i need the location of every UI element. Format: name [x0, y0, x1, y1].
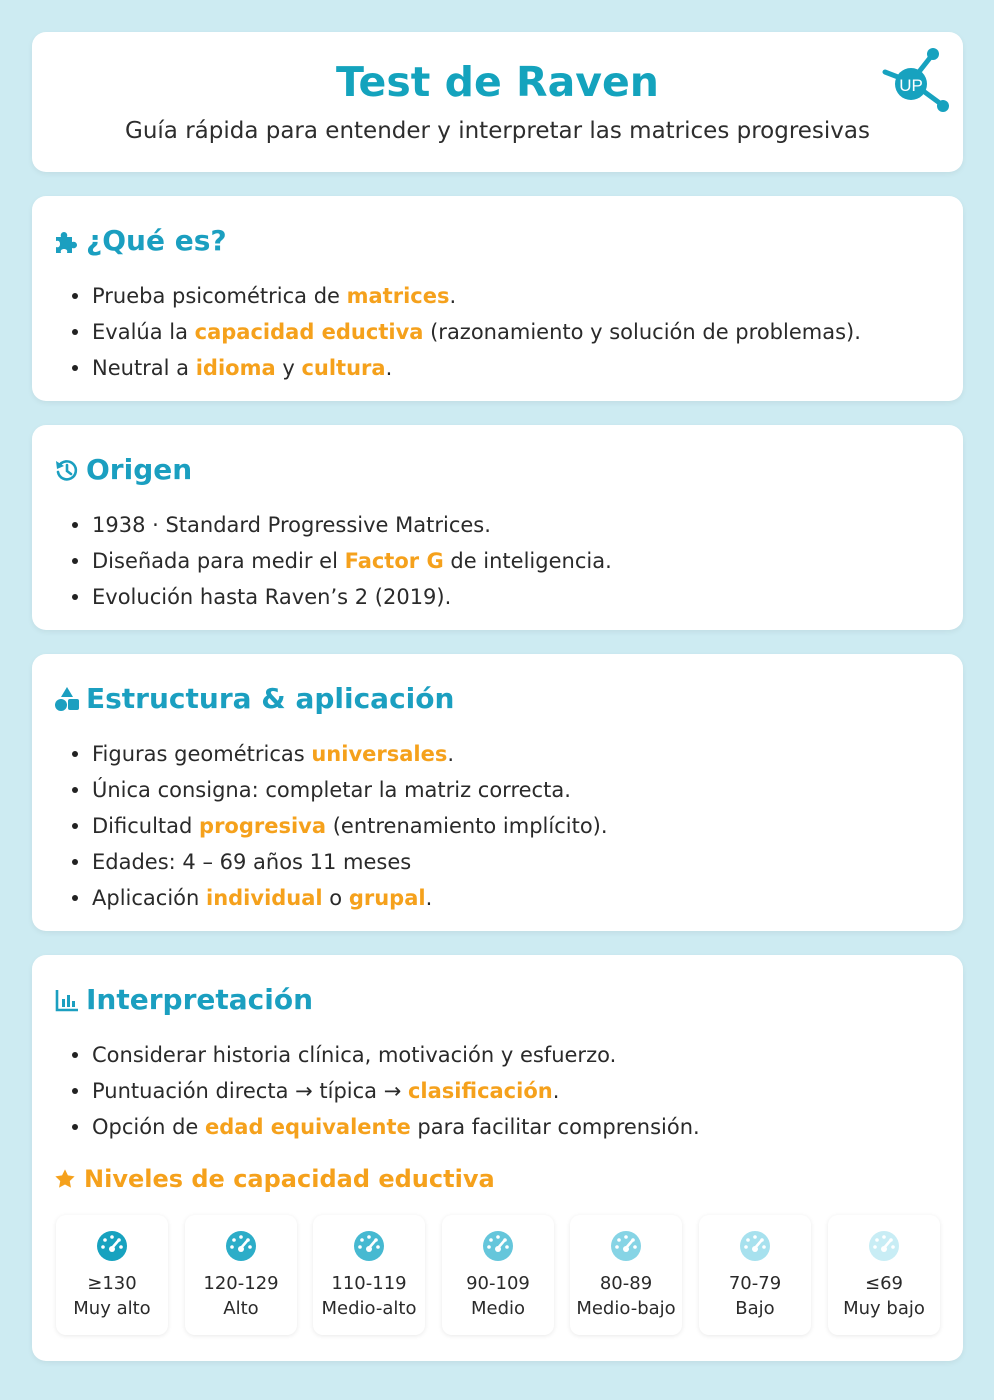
list-item [92, 880, 608, 916]
level-card [699, 1215, 811, 1335]
gauge-icon [97, 1231, 127, 1261]
logo-text: UP [899, 76, 923, 95]
level-range: 90-109 [466, 1273, 530, 1294]
highlight-text: Factor G [344, 549, 444, 573]
logo-icon [881, 40, 955, 114]
level-card [56, 1215, 168, 1335]
gauge-icon [611, 1231, 641, 1261]
highlight-text: edad equivalente [205, 1115, 411, 1139]
level-range: ≥130 [87, 1273, 137, 1294]
text-segment: y [275, 356, 302, 380]
text-segment: . [385, 356, 393, 380]
gauge-icon [483, 1231, 513, 1261]
highlight-text: progresiva [199, 814, 327, 838]
list-item [92, 1037, 700, 1073]
level-name: Muy alto [73, 1298, 151, 1319]
bullet-list [92, 278, 861, 386]
highlight-text: clasificación [407, 1079, 553, 1103]
levels-title [54, 1165, 495, 1193]
gauge-icon [740, 1231, 770, 1261]
list-item [92, 579, 612, 615]
list-item [92, 507, 612, 543]
section-interpretacion [32, 955, 963, 1361]
section-title-text: Origen [86, 453, 193, 486]
level-name: Alto [223, 1298, 259, 1319]
text-segment: Evolución hasta Raven’s 2 (2019). [92, 585, 452, 609]
text-segment: Prueba psicométrica de [92, 284, 347, 308]
highlight-text: cultura [301, 356, 386, 380]
level-name: Bajo [735, 1298, 775, 1319]
section-title-estructura [54, 682, 454, 715]
text-segment: Dificultad [92, 814, 200, 838]
text-segment: . [425, 886, 433, 910]
list-item [92, 1073, 700, 1109]
section-title-interpretacion [54, 983, 313, 1016]
list-item [92, 1109, 700, 1145]
text-segment: Opción de [92, 1115, 205, 1139]
highlight-text: idioma [195, 356, 276, 380]
text-segment: de inteligencia. [443, 549, 612, 573]
level-card [828, 1215, 940, 1335]
text-segment: Puntuación directa → típica → [92, 1079, 408, 1103]
list-item [92, 736, 608, 772]
level-card [442, 1215, 554, 1335]
text-segment: . [552, 1079, 560, 1103]
text-segment: Única consigna: completar la matriz correcta. [92, 778, 571, 802]
list-item [92, 543, 612, 579]
list-item [92, 314, 861, 350]
level-name: Medio [470, 1298, 526, 1319]
text-segment: . [447, 742, 455, 766]
text-segment: . [449, 284, 457, 308]
section-que-es [32, 196, 963, 401]
page-subtitle: Guía rápida para entender y interpretar las matrices progresivas [125, 118, 870, 144]
highlight-text: capacidad eductiva [194, 320, 424, 344]
text-segment: o [322, 886, 349, 910]
text-segment: Diseñada para medir el [92, 549, 345, 573]
list-item [92, 808, 608, 844]
levels-title-text: Niveles de capacidad eductiva [84, 1165, 495, 1193]
header-card [32, 32, 963, 172]
levels-row [56, 1215, 940, 1335]
level-card [185, 1215, 297, 1335]
section-estructura [32, 654, 963, 931]
gauge-icon [226, 1231, 256, 1261]
shapes-icon [54, 686, 80, 712]
section-title-text: Interpretación [86, 983, 314, 1016]
text-segment: Considerar historia clínica, motivación y esfuerzo. [92, 1043, 617, 1067]
text-segment: Aplicación [92, 886, 206, 910]
text-segment: Neutral a [92, 356, 196, 380]
history-icon [54, 457, 80, 483]
section-origen [32, 425, 963, 630]
text-segment: (entrenamiento implícito). [326, 814, 608, 838]
list-item [92, 772, 608, 808]
bullet-list [92, 507, 612, 615]
text-segment: Figuras geométricas [92, 742, 312, 766]
level-name: Medio-bajo [576, 1298, 676, 1319]
text-segment: Evalúa la [92, 320, 195, 344]
text-segment: (razonamiento y solución de problemas). [423, 320, 861, 344]
gauge-icon [869, 1231, 899, 1261]
section-title-text: ¿Qué es? [86, 224, 227, 257]
bullet-list [92, 1037, 700, 1145]
gauge-icon [354, 1231, 384, 1261]
list-item [92, 350, 861, 386]
text-segment: 1938 · Standard Progressive Matrices. [92, 513, 491, 537]
section-title-que-es [54, 224, 227, 257]
bullet-list [92, 736, 608, 916]
star-icon [54, 1168, 76, 1190]
level-card [313, 1215, 425, 1335]
puzzle-icon [54, 228, 80, 254]
level-range: 70-79 [728, 1273, 782, 1294]
level-range: 120-129 [203, 1273, 279, 1294]
list-item [92, 844, 608, 880]
list-item [92, 278, 861, 314]
page-title: Test de Raven [336, 58, 659, 106]
level-range: ≤69 [865, 1273, 903, 1294]
level-name: Muy bajo [843, 1298, 925, 1319]
highlight-text: individual [206, 886, 323, 910]
level-range: 110-119 [331, 1273, 407, 1294]
level-card [570, 1215, 682, 1335]
chart-icon [54, 987, 80, 1013]
level-range: 80-89 [599, 1273, 653, 1294]
text-segment: Edades: 4 – 69 años 11 meses [92, 850, 412, 874]
text-segment: para facilitar comprensión. [410, 1115, 700, 1139]
highlight-text: universales [311, 742, 448, 766]
highlight-text: matrices [346, 284, 450, 308]
highlight-text: grupal [348, 886, 426, 910]
section-title-origen [54, 453, 192, 486]
section-title-text: Estructura & aplicación [86, 682, 455, 715]
level-name: Medio-alto [321, 1298, 417, 1319]
